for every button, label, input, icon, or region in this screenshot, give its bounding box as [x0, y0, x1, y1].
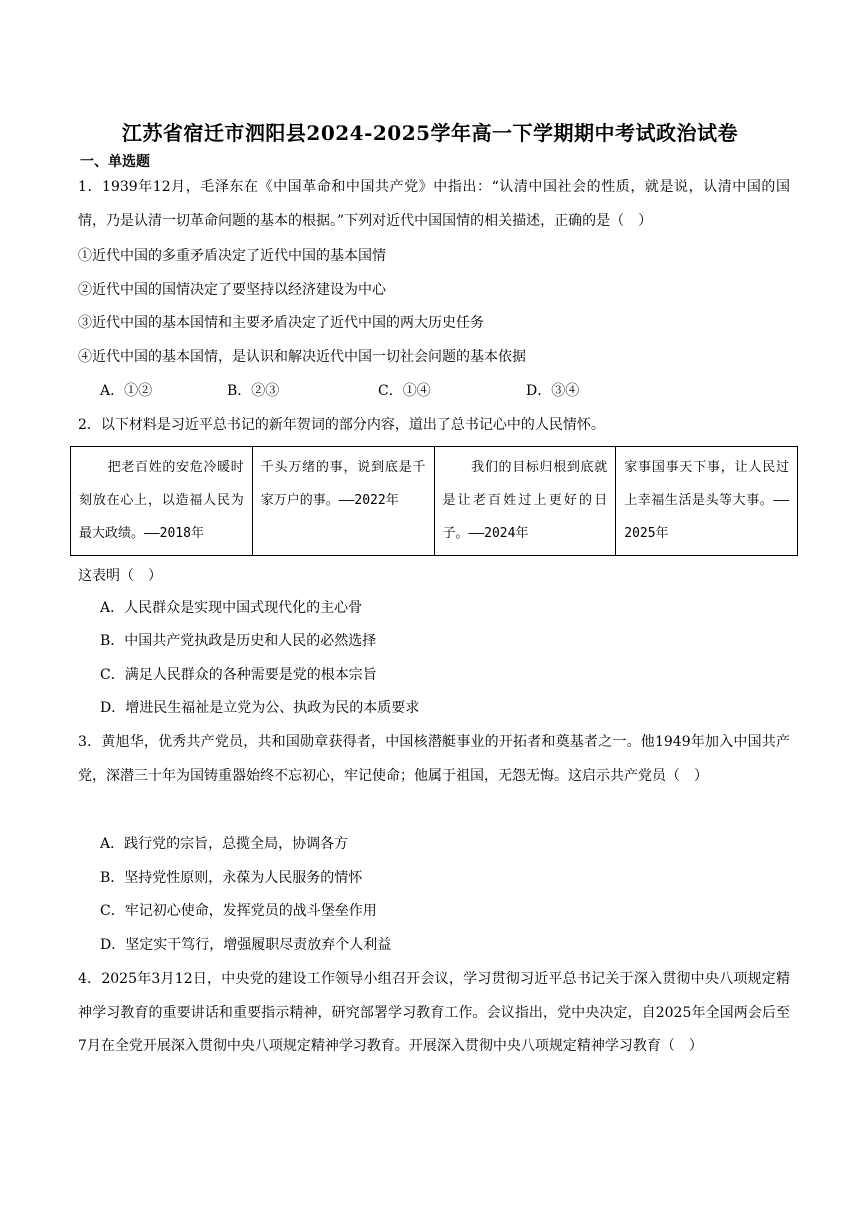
q1-statement-1: ①近代中国的多重矛盾决定了近代中国的基本国情: [78, 248, 386, 264]
q1-option-b[interactable]: B．②③: [227, 383, 280, 399]
question-4-stem: 4．2025年3月12日，中央党的建设工作领导小组召开会议，学习贯彻习近平总书记关于深入贯彻中央八项规定精神学习教育的重要讲话和重要指示精神，研究部署学习教育工作。会议指出，党中央决定，自2025年全国两会后至7月在全党开展深入贯彻中央八项规定精神学习教育。开展深入贯彻中央八项规定精神学习教育（ ）: [78, 971, 790, 1054]
question-1-stem: 1．1939年12月，毛泽东在《中国革命和中国共产党》中指出：“认清中国社会的性质，就是说，认清中国的国情，乃是认清一切革命问题的基本的根据。”下列对近代中国国情的相关描述，正确的是（ ）: [78, 179, 790, 229]
q1-option-d[interactable]: D．③④: [526, 383, 580, 399]
q1-option-a[interactable]: A．①②: [100, 383, 153, 399]
q2-option-d[interactable]: D．增进民生福祉是立党为公、执政为民的本质要求: [100, 700, 420, 716]
q1-option-c[interactable]: C．①④: [378, 383, 431, 399]
q3-option-d[interactable]: D．坚定实干笃行，增强履职尽责放弃个人利益: [100, 937, 392, 953]
quote-2022: 千头万绪的事，说到底是千家万户的事。——2022年: [252, 447, 434, 556]
q2-option-b[interactable]: B．中国共产党执政是历史和人民的必然选择: [100, 633, 377, 649]
section-heading: 一、单选题: [80, 154, 150, 170]
quote-2025: 家事国事天下事，让人民过上幸福生活是头等大事。——2025年: [616, 447, 798, 556]
q3-option-a[interactable]: A．践行党的宗旨，总揽全局，协调各方: [100, 836, 349, 852]
quote-2018: 把老百姓的安危冷暖时刻放在心上，以造福人民为最大政绩。——2018年: [71, 447, 253, 556]
quotes-row: [71, 447, 798, 556]
question-2-stem: 2．以下材料是习近平总书记的新年贺词的部分内容，道出了总书记心中的人民情怀。: [78, 417, 605, 433]
q2-option-c[interactable]: C．满足人民群众的各种需要是党的根本宗旨: [100, 667, 377, 683]
q1-statement-2: ②近代中国的国情决定了要坚持以经济建设为中心: [78, 282, 386, 298]
q2-prompt: 这表明（ ）: [78, 568, 162, 584]
question-3-stem: 3．黄旭华，优秀共产党员，共和国勋章获得者，中国核潜艇事业的开拓者和奠基者之一。他1949年加入中国共产党，深潜三十年为国铸重器始终不忘初心，牢记使命；他属于祖国，无怨无悔。这启示共产党员（ ）: [78, 734, 790, 784]
quotes-table: [70, 446, 798, 556]
q3-option-c[interactable]: C．牢记初心使命，发挥党员的战斗堡垒作用: [100, 903, 377, 919]
quote-2024: 我们的目标归根到底就是让老百姓过上更好的日子。——2024年: [434, 447, 616, 556]
q1-statement-3: ③近代中国的基本国情和主要矛盾决定了近代中国的两大历史任务: [78, 315, 484, 331]
q3-option-b[interactable]: B．坚持党性原则，永葆为人民服务的情怀: [100, 870, 363, 886]
q1-statement-4: ④近代中国的基本国情，是认识和解决近代中国一切社会问题的基本依据: [78, 349, 526, 365]
q2-option-a[interactable]: A．人民群众是实现中国式现代化的主心骨: [100, 600, 363, 616]
page-title: 江苏省宿迁市泗阳县2024-2025学年高一下学期期中考试政治试卷: [121, 121, 739, 145]
